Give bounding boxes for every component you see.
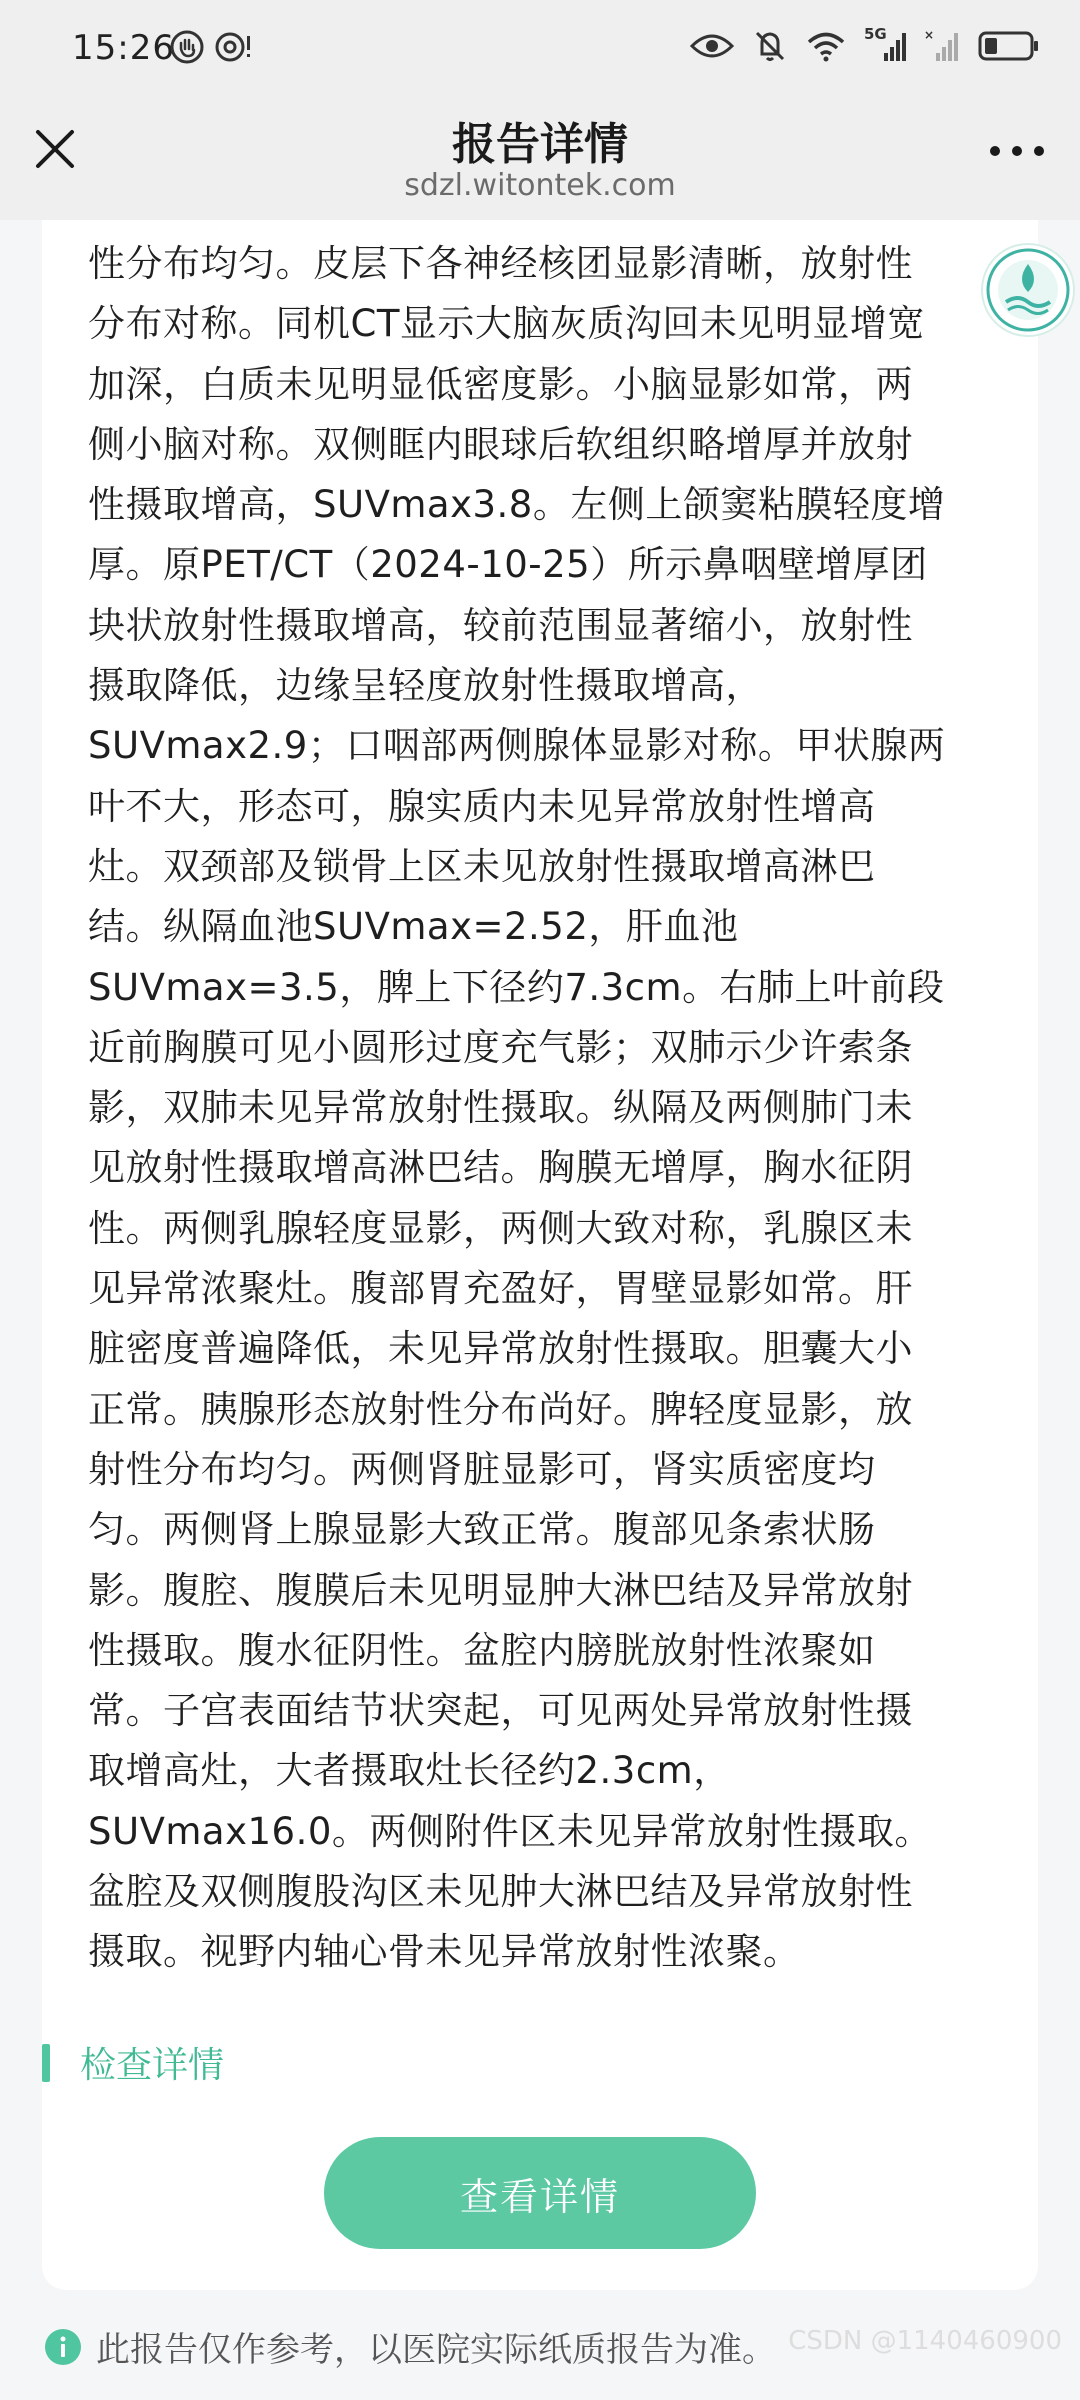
status-right-icons xyxy=(690,25,1040,64)
signal-icon-2 xyxy=(924,29,960,63)
svg-text:×: × xyxy=(924,29,935,42)
page-domain: sdzl.witontek.com xyxy=(404,168,676,203)
signal-icon xyxy=(864,25,906,63)
wifi-icon xyxy=(806,30,846,62)
more-icon[interactable] xyxy=(988,144,1046,158)
section-title xyxy=(42,2037,224,2088)
mute-icon xyxy=(752,28,788,64)
info-icon xyxy=(44,2328,82,2366)
disclaimer-text: 此报告仅作参考，以医院实际纸质报告为准。 xyxy=(96,2330,776,2370)
section-accent-bar xyxy=(42,2044,50,2082)
notification-icon xyxy=(214,30,254,64)
section-title-label: 检查详情 xyxy=(80,2045,225,2086)
footer-note xyxy=(44,2322,776,2371)
page-title: 报告详情 xyxy=(452,119,628,170)
status-left-icons xyxy=(170,30,254,64)
nav-header xyxy=(0,96,1080,220)
status-bar xyxy=(0,0,1080,96)
network-label: 5G xyxy=(864,25,887,43)
view-details-button[interactable]: 查看详情 xyxy=(324,2137,756,2249)
hand-icon xyxy=(170,30,204,64)
report-card xyxy=(42,220,1038,2290)
watermark: CSDN @1140460900 xyxy=(788,2326,1062,2356)
battery-icon xyxy=(978,30,1040,62)
status-time: 15:26 xyxy=(72,28,175,68)
report-body: 性分布均匀。皮层下各神经核团显影清晰，放射性 分布对称。同机CT显示大脑灰质沟回未见明显增宽 加深，白质未见明显低密度影。小脑显影如常，两 侧小脑对称。双侧眶内眼球后软组织略增厚并放射 性摄取增高，SUVmax3.8。左侧上颌窦粘膜轻度增 厚。原PET/CT（2024-10-25）所示鼻咽壁增厚团 块状放射性摄取增高，较前范围显著缩小，放射性 摄取降低，边缘呈轻度放射性摄取增高， SUVmax2.9；口咽部两侧腺体显影对称。甲状腺两 叶不大，形态可，腺实质内未见异常放射性增高 灶。双颈部及锁骨上区未见放射性摄取增高淋巴 结。纵隔血池SUVmax=2.52，肝血池 SUVmax=3.5，脾上下径约7.3cm。右肺上叶前段 近前胸膜可见小圆形过度充气影；双肺示少许索条 影，双肺未见异常放射性摄取。纵隔及两侧肺门未 见放射性摄取增高淋巴结。胸膜无增厚，胸水征阴 性。两侧乳腺轻度显影，两侧大致对称，乳腺区未 见异常浓聚灶。腹部胃充盈好，胃壁显影如常。肝 脏密度普遍降低，未见异常放射性摄取。胆囊大小 正常。胰腺形态放射性分布尚好。脾轻度显影，放 射性分布均匀。两侧肾脏显影可，肾实质密度均 匀。两侧肾上腺显影大致正常。腹部见条索状肠 影。腹腔、腹膜后未见明显肿大淋巴结及异常放射 性摄取。腹水征阴性。盆腔内膀胱放射性浓聚如 常。子宫表面结节状突起，可见两处异常放射性摄 取增高灶，大者摄取灶长径约2.3cm， SUVmax16.0。两侧附件区未见异常放射性摄取。 盆腔及双侧腹股沟区未见肿大淋巴结及异常放射性 摄取。视野内轴心骨未见异常放射性浓聚。 xyxy=(88,242,946,1974)
eye-icon xyxy=(690,31,734,61)
hospital-logo-icon[interactable] xyxy=(978,240,1078,340)
